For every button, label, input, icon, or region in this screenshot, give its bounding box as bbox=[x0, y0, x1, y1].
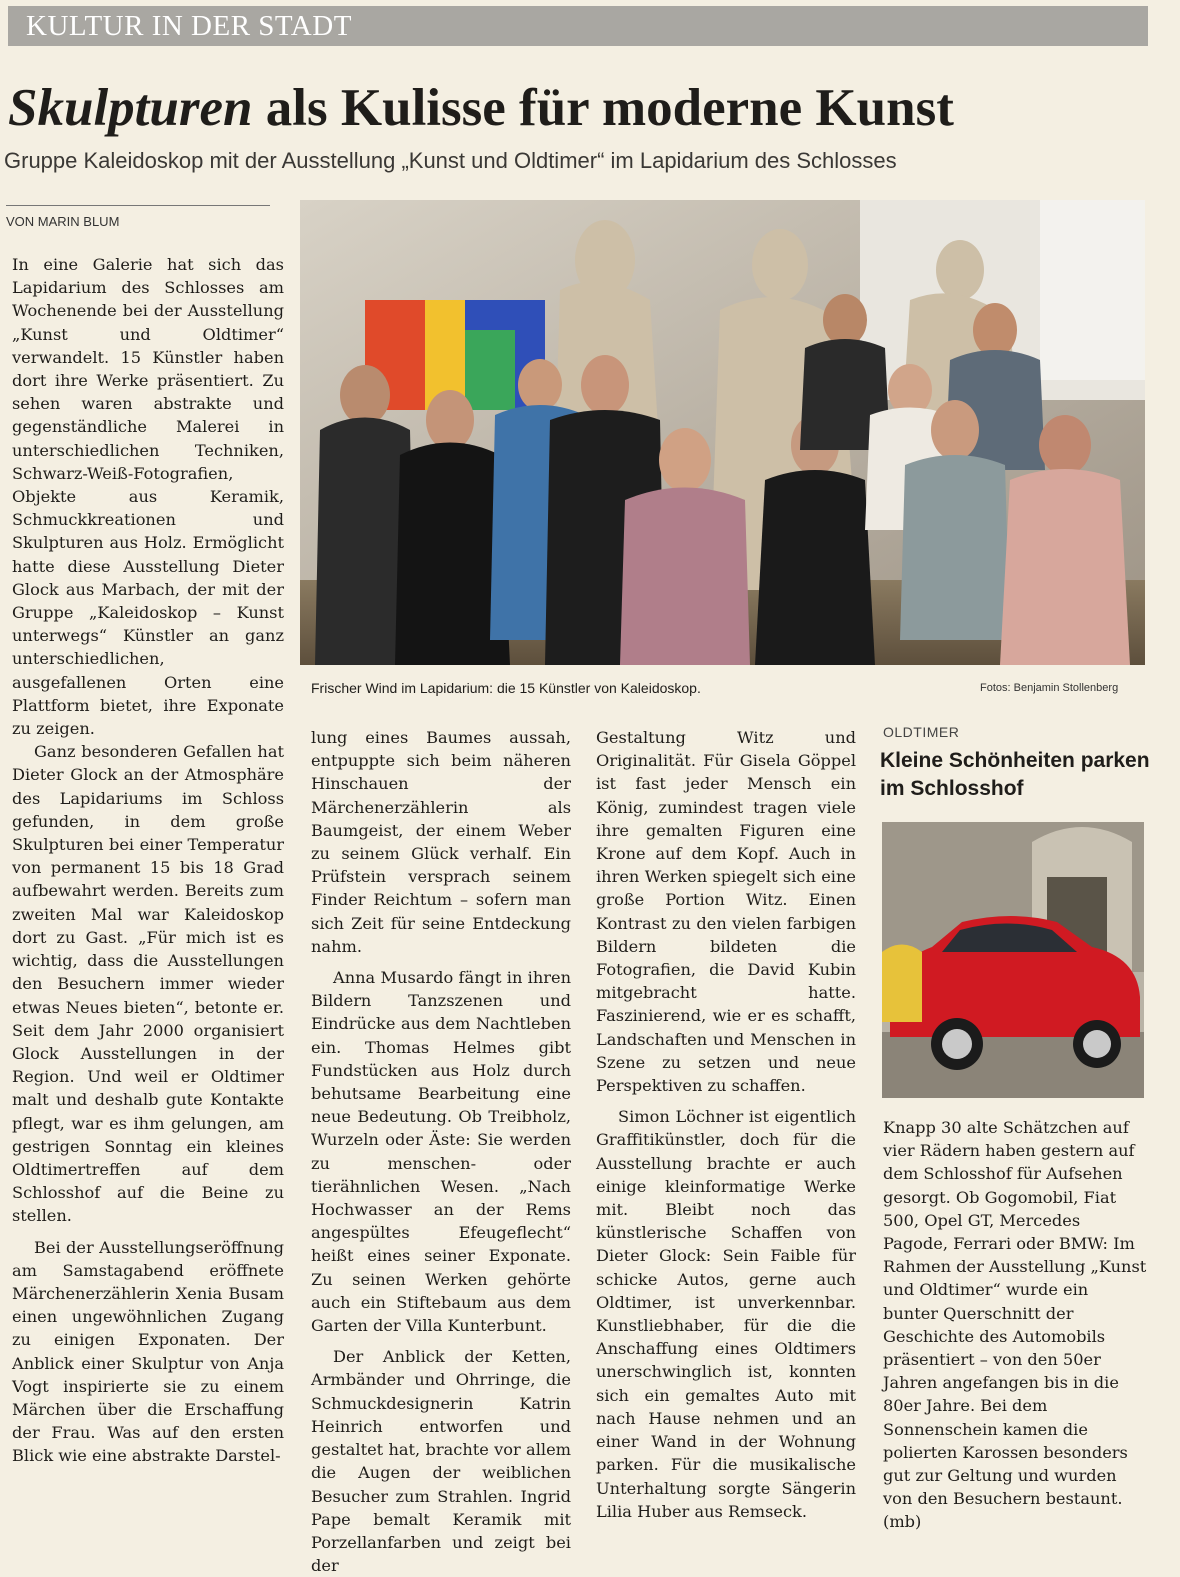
car-photo bbox=[882, 822, 1144, 1098]
article-column-2 bbox=[311, 726, 571, 1577]
article-column-3 bbox=[596, 726, 856, 1523]
article-paragraph: Gestaltung Witz und Originalität. Für Gisela Göppel ist fast jeder Mensch ein König, zumindest tragen viele ihre gemalten Figuren eine Krone auf dem Kopf. Auch in ihren Werken spiegelt sich eine große Portion Witz. Einen Kontrast zu den vielen farbigen Bildern bildeten die Fotografien, die David Kubin mitgebracht hatte. Faszinierend, wie er es schafft, Landschaften und Menschen in Szene zu setzen und neue Perspektiven zu schaffen. bbox=[596, 728, 856, 1096]
author-divider bbox=[6, 205, 270, 206]
sidebar-paragraph: Knapp 30 alte Schätzchen auf vier Rädern haben gestern auf dem Schlosshof für Aufsehen gesorgt. Ob Gogomobil, Fiat 500, Opel GT, Mercedes Pagode, Ferrari oder BMW: Im Rahmen der Ausstellung „Kunst und Oldtimer“ wurde ein bunter Querschnitt der Geschichte des Automobils präsentiert – von den 50er Jahren angefangen bis in die 80er Jahre. Bei dem Sonnenschein kamen die polierten Karossen besonders gut zur Geltung und wurden von den Besuchern bestaunt. (mb) bbox=[883, 1118, 1147, 1532]
sidebar-kicker: OLDTIMER bbox=[883, 724, 960, 740]
article-column-1 bbox=[12, 253, 284, 1468]
author-byline: VON MARIN BLUM bbox=[6, 214, 120, 229]
subheadline: Gruppe Kaleidoskop mit der Ausstellung „Kunst und Oldtimer“ im Lapidarium des Schlosses bbox=[4, 148, 897, 173]
main-photo bbox=[300, 200, 1145, 665]
article-paragraph: Anna Musardo fängt in ihren Bildern Tanzszenen und Eindrücke aus dem Nachtleben ein. Thomas Helmes gibt Fundstücken aus Holz durch behutsame Bearbeitung eine neue Bedeutung. Ob Treibholz, Wurzeln oder Äste: Sie werden zu menschen- oder tierähnlichen Wesen. „Nach Hochwasser an der Rems angespültes Efeugeflecht“ heißt eines seiner Exponate. Zu seinen Werken gehörte auch ein Stiftebaum aus dem Garten der Villa Kunterbunt. bbox=[311, 968, 571, 1336]
article-paragraph: Bei der Ausstellungseröffnung am Samstagabend eröffnete Märchenerzählerin Xenia Busam einen ungewöhnlichen Zugang zu einigen Exponaten. Der Anblick einer Skulptur von Anja Vogt inspirierte sie zu einem Märchen über die Erschaffung der Frau. Was auf den ersten Blick wie eine abstrakte Darstel- bbox=[12, 1237, 284, 1466]
section-bar bbox=[8, 6, 1148, 46]
sidebar-headline: Kleine Schönheiten parken im Schlosshof bbox=[880, 749, 1150, 800]
article-paragraph: Der Anblick der Ketten, Armbänder und Ohrringe, die Schmuckdesignerin Katrin Heinrich entworfen und gestaltet hat, brachte vor allem die Augen der weiblichen Besucher zum Strahlen. Ingrid Pape bemalt Keramik mit Porzellanfarben und zeigt bei der bbox=[311, 1347, 571, 1576]
photo-credit: Fotos: Benjamin Stollenberg bbox=[980, 682, 1119, 694]
headline-rest: als Kulisse für moderne Kunst bbox=[252, 79, 954, 137]
headline bbox=[8, 78, 1168, 138]
photo-caption: Frischer Wind im Lapidarium: die 15 Künstler von Kaleidoskop. bbox=[311, 680, 701, 696]
headline-italic: Skulpturen bbox=[8, 79, 253, 137]
article-paragraph: lung eines Baumes aussah, entpuppte sich beim näheren Hinschauen der Märchenerzählerin als Baumgeist, der einem Weber zu seinem Glück verhalf. Ein Prüfstein versprach seinem Finder Reichtum – sofern man sich Zeit für seine Entdeckung nahm. bbox=[311, 728, 571, 956]
article-paragraph: Ganz besonderen Gefallen hat Dieter Glock an der Atmosphäre des Lapidariums im Schloss gefunden, in dem große Skulpturen bei einer Temperatur von permanent 15 bis 18 Grad aufbewahrt werden. Bereits zum zweiten Mal war Kaleidoskop dort zu Gast. „Für mich ist es wichtig, dass die Ausstellungen den Besuchern immer wieder etwas Neues bieten“, betonte er. Seit dem Jahr 2000 organisiert Glock Ausstellungen in der Region. Und weil er Oldtimer malt und deshalb gute Kontakte pflegt, war es ihm gelungen, am gestrigen Sonntag ein kleines Oldtimertreffen auf dem Schlosshof auf die Beine zu stellen. bbox=[12, 742, 284, 1226]
article-paragraph: Simon Löchner ist eigentlich Graffitikünstler, doch für die Ausstellung brachte er auch einige kleinformatige Werke mit. Bleibt noch das künstlerische Schaffen von Dieter Glock: Sein Faible für schicke Autos, gerne auch Oldtimer, ist unverkennbar. Kunstliebhaber, für die die Anschaffung eines Oldtimers unerschwinglich ist, konnten sich ein gemaltes Auto mit nach Hause nehmen und an einer Wand in der Wohnung parken. Für die musikalische Unterhaltung sorgte Sängerin Lilia Huber aus Remseck. bbox=[596, 1107, 856, 1521]
article-paragraph: In eine Galerie hat sich das Lapidarium des Schlosses am Wochenende bei der Ausstellung „Kunst und Oldtimer“ verwandelt. 15 Künstler haben dort ihre Werke präsentiert. Zu sehen waren abstrakte und gegenständliche Malerei in unterschiedlichen Techniken, Schwarz-Weiß-Fotografien, Objekte aus Keramik, Schmuckkreationen und Skulpturen aus Holz. Ermöglicht hatte diese Ausstellung Dieter Glock aus Marbach, der mit der Gruppe „Kaleidoskop – Kunst unterwegs“ Künstler an ganz unterschiedlichen, ausgefallenen Orten eine Plattform bietet, ihre Exponate zu zeigen. bbox=[12, 255, 284, 739]
section-title: KULTUR IN DER STADT bbox=[26, 10, 352, 42]
sidebar-column bbox=[883, 1116, 1148, 1534]
